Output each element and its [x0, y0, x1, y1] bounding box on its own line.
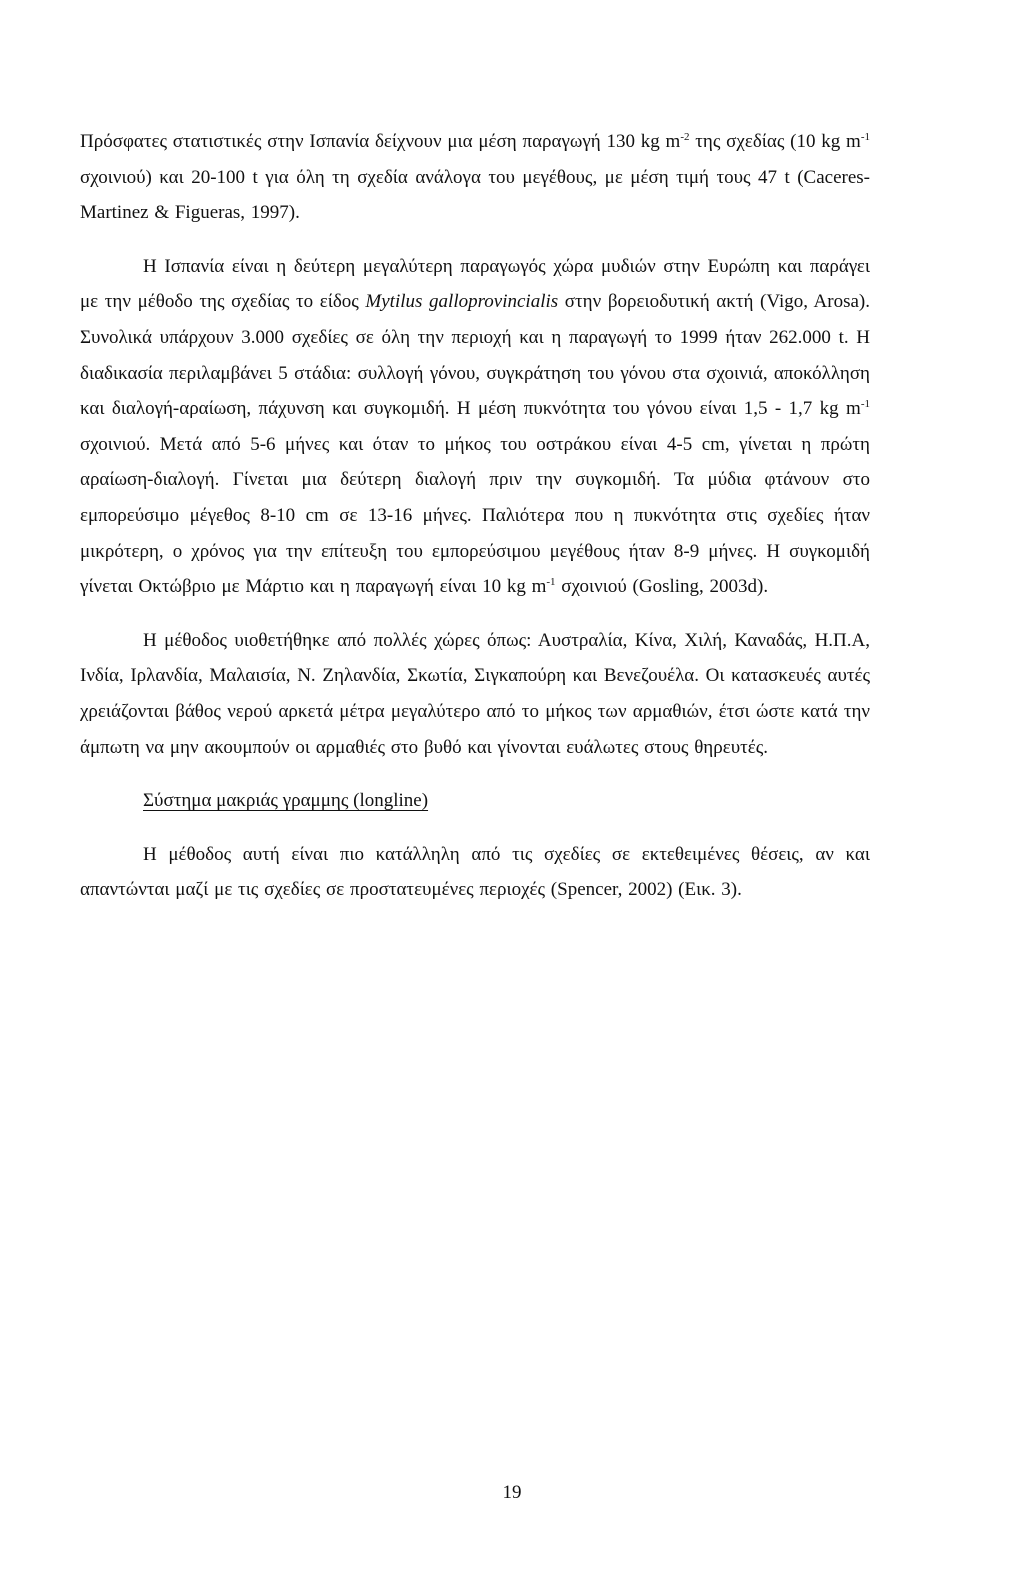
- page-number: 19: [502, 1482, 522, 1503]
- text-run: σχοινιού (Gosling, 2003d).: [555, 576, 769, 598]
- superscript-exponent: -2: [680, 131, 690, 143]
- section-heading-longline: Σύστημα μακριάς γραμμης (longline): [143, 790, 429, 812]
- superscript-exponent: -1: [860, 398, 870, 411]
- text-run: Πρόσφατες στατιστικές στην Ισπανία δείχνουν μια μέση παραγωγή 130 kg m: [80, 131, 681, 152]
- superscript-exponent: -1: [860, 131, 870, 143]
- text-run: της σχεδίας (10 kg m: [689, 131, 861, 152]
- species-name: Mytilus galloprovincialis: [365, 291, 559, 313]
- document-page: [80, 124, 870, 926]
- paragraph-longline-method: Η μέθοδος αυτή είναι πιο κατάλληλη από τις σχεδίες σε εκτεθειμένες θέσεις, αν και απαντώνται μαζί με τις σχεδίες σε προστατευμένες περιοχές (Spencer, 2002) (Εικ. 3).: [80, 843, 870, 901]
- superscript-exponent: -1: [546, 576, 556, 589]
- text-run: Η Ισπανία είναι η δεύτερη μεγαλύτερη παραγωγός χώρα μυδιών στην Ευρώπη και παράγει με την μέθοδο της σχεδίας το είδος: [80, 255, 870, 313]
- paragraph-spain-production: [80, 249, 870, 605]
- paragraph-spain-statistics: [80, 124, 870, 231]
- paragraph-adoption-countries: Η μέθοδος υιοθετήθηκε από πολλές χώρες όπως: Αυστραλία, Κίνα, Χιλή, Καναδάς, Η.Π.Α, Ινδία, Ιρλανδία, Μαλαισία, Ν. Ζηλανδία, Σκωτία, Σιγκαπούρη και Βενεζουέλα. Οι κατασκευές αυτές χρειάζονται βάθος νερού αρκετά μέτρα μεγαλύτερο από το μήκος των αρμαθιών, έτσι ώστε κατά την άμπωτη να μην ακουμπούν οι αρμαθιές στο βυθό και γίνονται ευάλωτες στους θηρευτές.: [80, 629, 870, 758]
- text-run: στην βορειοδυτική ακτή (Vigo, Arosa). Συνολικά υπάρχουν 3.000 σχεδίες σε όλη την περιοχή και η παραγωγή το 1999 ήταν 262.000 t. Η διαδικασία περιλαμβάνει 5 στάδια: συλλογή γόνου, συγκράτηση του γόνου στα σχοινιά, αποκόλληση και διαλογή-αραίωση, πάχυνση και συγκομιδή. Η μέση πυκνότητα του γόνου είναι 1,5 - 1,7 kg m: [80, 291, 870, 420]
- text-run: σχοινιού. Μετά από 5-6 μήνες και όταν το μήκος του οστράκου είναι 4-5 cm, γίνεται η πρώτη αραίωση-διαλογή. Γίνεται μια δεύτερη διαλογή πριν την συγκομιδή. Τα μύδια φτάνουν στο εμπορεύσιμο μέγεθος 8-10 cm σε 13-16 μήνες. Παλιότερα που η πυκνότητα στις σχεδίες ήταν μικρότερη, ο χρόνος για την επίτευξη του εμπορεύσιμου μεγέθους ήταν 8-9 μήνες. Η συγκομιδή γίνεται Οκτώβριο με Μάρτιο και η παραγωγή είναι 10 kg m: [80, 433, 870, 598]
- text-run: σχοινιού) και 20-100 t για όλη τη σχεδία ανάλογα του μεγέθους, με μέση τιμή τους 47 t (Caceres-Martinez & Figueras, 1997).: [80, 166, 870, 224]
